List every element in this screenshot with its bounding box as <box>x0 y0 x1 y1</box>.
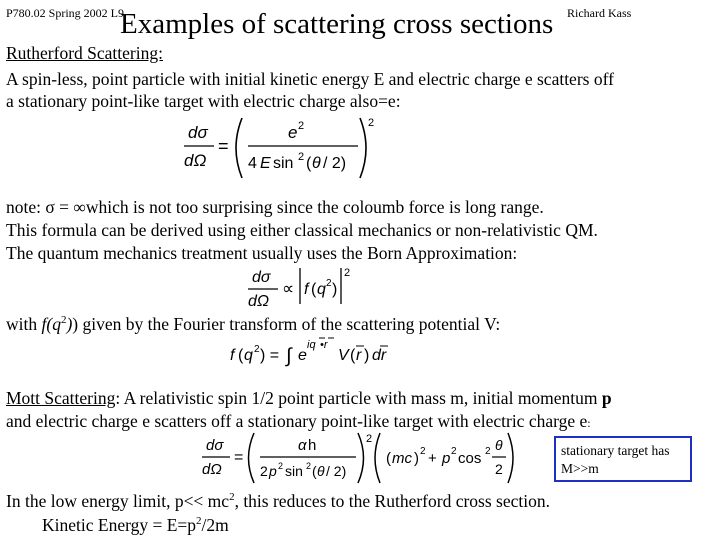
svg-text:): ) <box>332 281 338 298</box>
svg-text:dΩ: dΩ <box>202 461 222 478</box>
svg-text:V: V <box>338 347 349 364</box>
svg-text:e: e <box>298 347 307 364</box>
svg-text:2: 2 <box>366 433 373 445</box>
svg-text:f: f <box>304 281 309 298</box>
svg-text:(: ( <box>238 347 244 364</box>
svg-text:sin: sin <box>285 463 303 479</box>
svg-text:•r: •r <box>320 339 328 351</box>
svg-text:iq: iq <box>307 339 316 351</box>
svg-text:(: ( <box>311 281 317 298</box>
svg-text:cos: cos <box>458 450 482 467</box>
note-line-3: The quantum mechanics treatment usually uses the Born Approximation: <box>6 243 518 263</box>
svg-text:θ: θ <box>317 463 325 479</box>
svg-text:p: p <box>269 463 277 479</box>
svg-text:dr: dr <box>372 347 387 364</box>
svg-text:(: ( <box>386 450 391 467</box>
svg-text:2: 2 <box>278 461 284 471</box>
svg-text:E: E <box>260 155 271 172</box>
rutherford-line-1: A spin-less, point particle with initial kinetic energy E and electric charge e scatters off <box>6 69 614 89</box>
svg-text:2: 2 <box>420 446 426 457</box>
svg-text:dΩ: dΩ <box>248 293 270 310</box>
svg-text:(: ( <box>350 347 356 364</box>
mott-heading: Mott Scattering <box>6 388 116 408</box>
rutherford-formula <box>180 114 380 182</box>
svg-text:2: 2 <box>298 120 305 132</box>
svg-text:): ) <box>364 347 370 364</box>
svg-text:α: α <box>298 437 307 454</box>
svg-text:f: f <box>230 347 235 364</box>
fourier-func: f(q <box>41 314 61 334</box>
svg-text:e: e <box>288 123 298 142</box>
rutherford-heading: Rutherford Scattering: <box>6 43 163 63</box>
svg-text:2: 2 <box>451 446 457 457</box>
author-label: Richard Kass <box>567 6 632 20</box>
svg-text:p: p <box>442 450 451 467</box>
svg-text:sin: sin <box>273 155 294 172</box>
svg-text:∫: ∫ <box>286 345 292 367</box>
svg-text:mc: mc <box>392 450 412 467</box>
mott-line-2: and electric charge e scatters off a stationary point-like target with electric charge e: <box>6 411 591 431</box>
svg-text:2: 2 <box>344 267 351 279</box>
svg-text:2: 2 <box>260 463 268 479</box>
mott-line-1: Mott Scattering: A relativistic spin 1/2 point particle with mass m, initial momentum p <box>6 388 612 408</box>
svg-text:q: q <box>317 281 326 298</box>
fourier-formula <box>228 332 408 372</box>
svg-text:θ: θ <box>312 155 321 172</box>
svg-text:h: h <box>308 437 317 454</box>
svg-text:): ) <box>414 450 419 467</box>
note-line-1: note: σ = ∞which is not too surprising since the coloumb force is long range. <box>6 197 544 217</box>
svg-text:) =: ) = <box>260 347 280 364</box>
low-energy-line-1: In the low energy limit, $p<< mc^2$, this reduces to the Rutherford cross section. <box>6 491 550 511</box>
svg-text:+: + <box>428 450 437 467</box>
svg-text:/ 2): / 2) <box>326 463 347 479</box>
svg-text:2: 2 <box>326 278 332 289</box>
svg-text:=: = <box>234 449 244 466</box>
fourier-line: with $f(q^2)$) given by the Fourier transform of the scattering potential V: <box>6 314 501 334</box>
page-title: Examples of scattering cross sections <box>120 8 554 40</box>
svg-text:θ: θ <box>495 437 503 453</box>
svg-text:2: 2 <box>485 446 491 457</box>
course-label: P780.02 Spring 2002 L9 <box>6 6 125 20</box>
svg-text:2: 2 <box>368 117 375 129</box>
svg-text:r: r <box>356 347 362 364</box>
born-formula <box>244 264 364 312</box>
svg-text:∝: ∝ <box>282 279 295 298</box>
mott-formula <box>198 430 518 486</box>
svg-text:(: ( <box>312 463 317 479</box>
svg-text:2: 2 <box>495 461 503 477</box>
svg-text:2: 2 <box>254 344 260 355</box>
svg-text:4: 4 <box>248 155 257 172</box>
svg-text:/ 2): / 2) <box>323 155 347 172</box>
svg-text:2: 2 <box>306 461 312 471</box>
svg-text:dσ: dσ <box>188 123 208 142</box>
svg-text:dΩ: dΩ <box>184 151 207 170</box>
svg-text:2: 2 <box>298 151 305 163</box>
stationary-target-callout: stationary target has M>>m <box>554 436 692 482</box>
svg-text:(: ( <box>306 155 312 172</box>
svg-text:=: = <box>218 136 229 156</box>
low-energy-line-2: Kinetic Energy = $E=p^2/2m$ <box>42 515 229 535</box>
svg-text:dσ: dσ <box>206 437 224 454</box>
note-line-2: This formula can be derived using either classical mechanics or non-relativistic QM. <box>6 220 598 240</box>
svg-text:q: q <box>244 347 253 364</box>
svg-text:dσ: dσ <box>252 269 271 286</box>
rutherford-line-2: a stationary point-like target with electric charge also=e: <box>6 91 401 111</box>
